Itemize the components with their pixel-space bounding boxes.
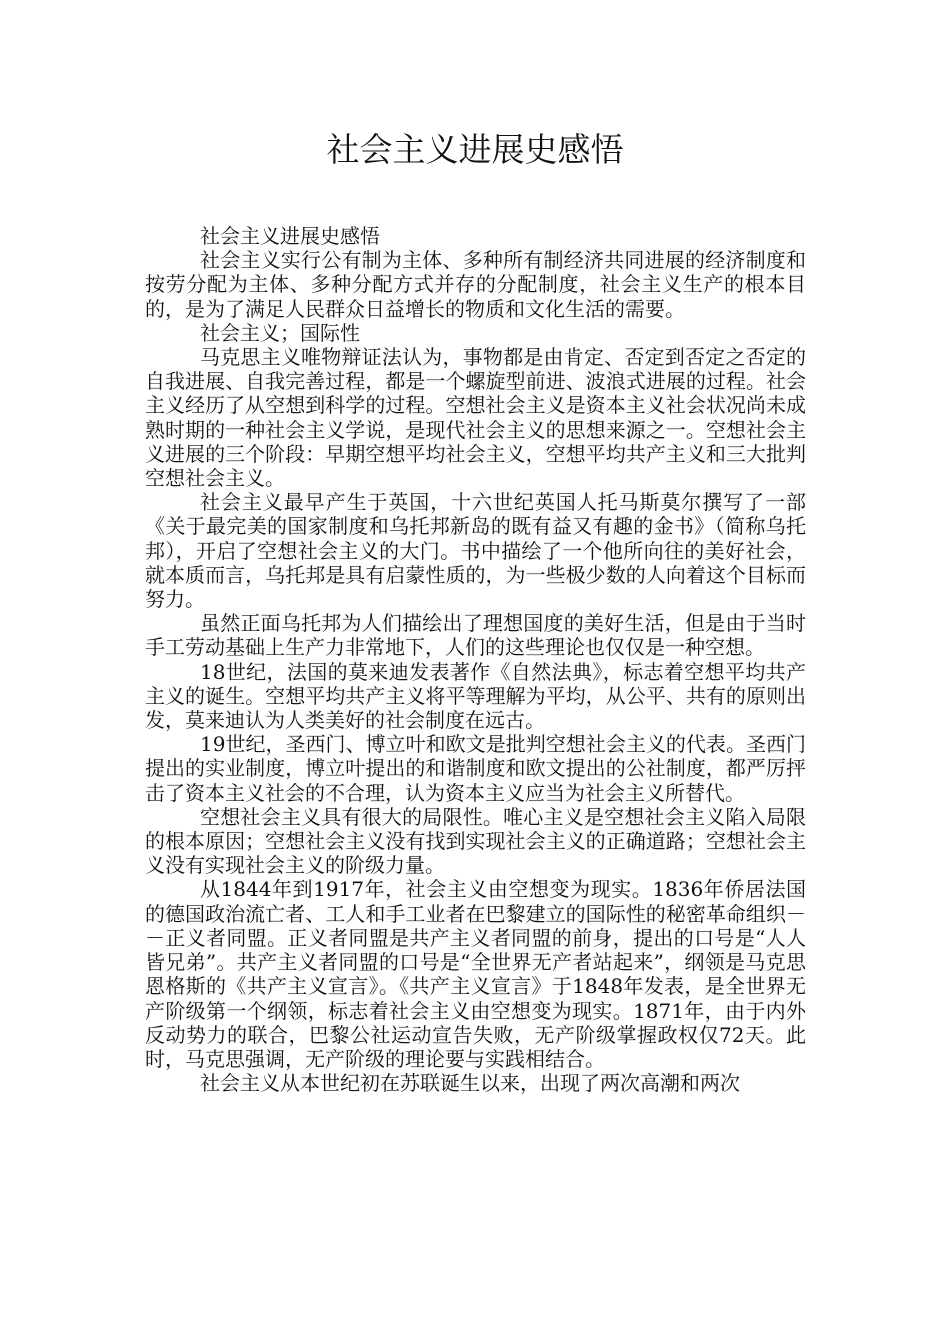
paragraph: 19世纪，圣西门、博立叶和欧文是批判空想社会主义的代表。圣西门提出的实业制度，博立叶提出的和谐制度和欧文提出的公社制度，都严厉抨击了资本主义社会的不合理，认为资本主义应当为社会主义所替代。 [145, 732, 806, 805]
paragraph: 虽然正面乌托邦为人们描绘出了理想国度的美好生活，但是由于当时手工劳动基础上生产力非常地下，人们的这些理论也仅仅是一种空想。 [145, 611, 806, 660]
paragraph-keywords: 社会主义；国际性 [200, 320, 360, 345]
paragraph: 社会主义实行公有制为主体、多种所有制经济共同进展的经济制度和按劳分配为主体、多种分配方式并存的分配制度，社会主义生产的根本目的，是为了满足人民群众日益增长的物质和文化生活的需要。 [145, 248, 806, 321]
document-body [145, 224, 806, 1095]
paragraph: 从1844年到1917年，社会主义由空想变为现实。1836年侨居法国的德国政治流亡者、工人和手工业者在巴黎建立的国际性的秘密革命组织－－正义者同盟。正义者同盟是共产主义者同盟的前身，提出的口号是“人人皆兄弟”。共产主义者同盟的口号是“全世界无产者站起来”，纲领是马克思恩格斯的《共产主义宣言》。《共产主义宣言》于1848年发表，是全世界无产阶级第一个纲领，标志着社会主义由空想变为现实。1871年，由于内外反动势力的联合，巴黎公社运动宣告失败，无产阶级掌握政权仅72天。此时，马克思强调，无产阶级的理论要与实践相结合。 [145, 877, 806, 1071]
paragraph: 社会主义最早产生于英国，十六世纪英国人托马斯莫尔撰写了一部《关于最完美的国家制度和乌托邦新岛的既有益又有趣的金书》（简称乌托邦），开启了空想社会主义的大门。书中描绘了一个他所向往的美好社会，就本质而言，乌托邦是具有启蒙性质的，为一些极少数的人向着这个目标而努力。 [145, 490, 806, 612]
paragraph-heading: 社会主义进展史感悟 [200, 224, 380, 248]
paragraph: 18世纪，法国的莫来迪发表著作《自然法典》，标志着空想平均共产主义的诞生。空想平均共产主义将平等理解为平均，从公平、共有的原则出发，莫来迪认为人类美好的社会制度在远古。 [145, 659, 806, 733]
paragraph: 空想社会主义具有很大的局限性。唯心主义是空想社会主义陷入局限的根本原因；空想社会主义没有找到实现社会主义的正确道路；空想社会主义没有实现社会主义的阶级力量。 [145, 804, 806, 878]
paragraph: 社会主义从本世纪初在苏联诞生以来，出现了两次高潮和两次 [200, 1071, 740, 1096]
document-title: 社会主义进展史感悟 [326, 130, 624, 169]
paragraph: 马克思主义唯物辩证法认为，事物都是由肯定、否定到否定之否定的自我进展、自我完善过程，都是一个螺旋型前进、波浪式进展的过程。社会主义经历了从空想到科学的过程。空想社会主义是资本主义社会状况尚未成熟时期的一种社会主义学说，是现代社会主义的思想来源之一。空想社会主义进展的三个阶段：早期空想平均社会主义，空想平均共产主义和三大批判空想社会主义。 [145, 345, 806, 491]
